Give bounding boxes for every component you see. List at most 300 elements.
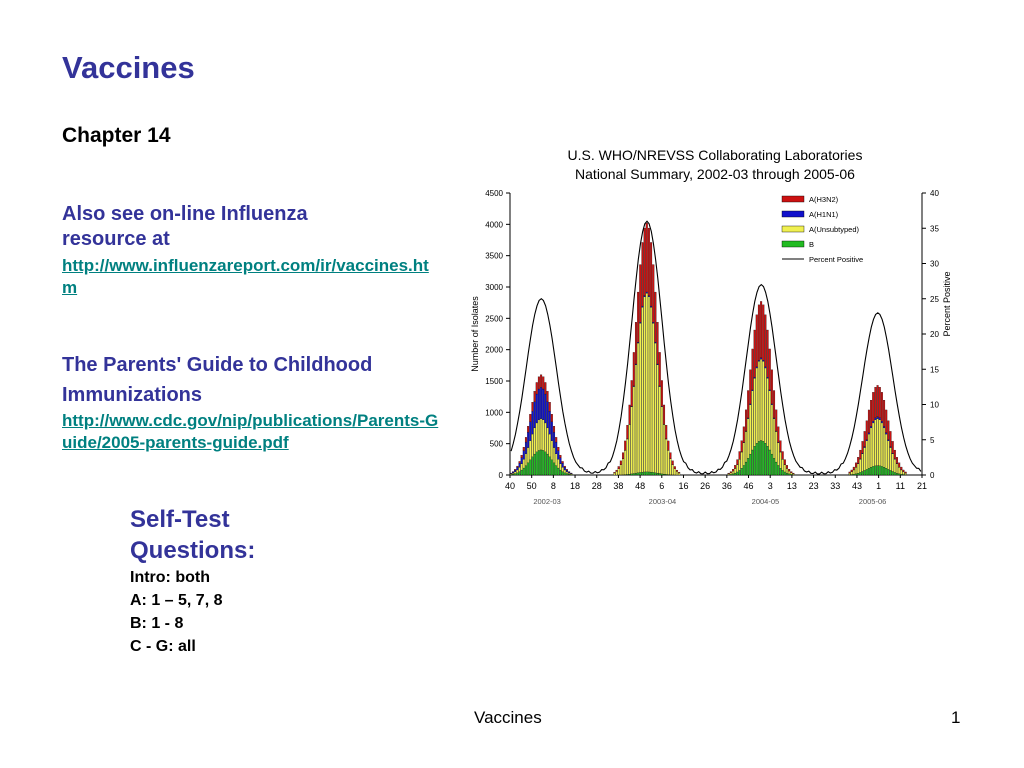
- bar-segment: [734, 468, 736, 473]
- bar-segment: [903, 470, 905, 472]
- bar-segment: [661, 407, 663, 474]
- bar-segment: [674, 466, 676, 468]
- bar-segment: [883, 426, 885, 428]
- bar-segment: [657, 365, 659, 473]
- bar-segment: [626, 439, 628, 474]
- bar-segment: [851, 470, 853, 472]
- bar-segment: [752, 349, 754, 390]
- bar-segment: [875, 418, 877, 420]
- bar-segment: [521, 455, 523, 457]
- bar-segment: [534, 402, 536, 428]
- bar-segment: [547, 428, 549, 454]
- bar-segment: [872, 421, 874, 423]
- legend-label: A(Unsubtyped): [809, 225, 860, 234]
- bar-segment: [756, 443, 758, 475]
- y-tick-label: 2000: [485, 345, 503, 355]
- bar-segment: [887, 421, 889, 440]
- bar-segment: [762, 361, 764, 441]
- bar-segment: [534, 454, 536, 475]
- bar-segment: [616, 470, 618, 471]
- bar-segment: [903, 472, 905, 475]
- x-tick-label: 36: [721, 481, 732, 491]
- bar-segment: [872, 392, 874, 421]
- bar-segment: [900, 470, 902, 474]
- bar-segment: [881, 423, 883, 466]
- bar-segment: [547, 391, 549, 401]
- bar-segment: [551, 460, 553, 475]
- self-test-line: Intro: both: [130, 569, 210, 586]
- bar-segment: [568, 473, 570, 474]
- bar-segment: [523, 447, 525, 450]
- bar-segment: [633, 387, 635, 474]
- bar-segment: [631, 407, 633, 474]
- bar-segment: [519, 467, 521, 471]
- bar-segment: [767, 377, 769, 378]
- chart-title: U.S. WHO/NREVSS Collaborating Laboratories: [567, 147, 863, 163]
- bar-segment: [730, 472, 732, 473]
- bar-segment: [793, 474, 795, 475]
- bar-segment: [866, 441, 868, 470]
- bar-segment: [536, 394, 538, 423]
- bar-segment: [885, 434, 887, 468]
- bar-segment: [665, 439, 667, 474]
- bar-segment: [678, 473, 680, 475]
- bar-segment: [754, 377, 756, 378]
- bar-segment: [635, 473, 637, 475]
- bar-segment: [529, 422, 531, 441]
- y2-tick-label: 5: [930, 435, 935, 445]
- bar-segment: [732, 474, 734, 475]
- bar-segment: [532, 411, 534, 434]
- bar-segment: [545, 423, 547, 452]
- bar-segment: [650, 242, 652, 306]
- bar-segment: [898, 474, 900, 475]
- bar-segment: [864, 470, 866, 475]
- bar-segment: [866, 440, 868, 441]
- bar-segment: [760, 301, 762, 357]
- y-tick-label: 500: [489, 439, 503, 449]
- bar-segment: [555, 466, 557, 475]
- parents-guide-heading: The Parents' Guide to Childhood Immunizations: [62, 354, 373, 406]
- y2-tick-label: 10: [930, 400, 939, 410]
- bar-segment: [555, 454, 557, 466]
- bar-segment: [538, 450, 540, 475]
- bar-segment: [525, 454, 527, 466]
- bar-segment: [879, 387, 881, 418]
- bar-segment: [618, 466, 620, 468]
- y2-tick-label: 30: [930, 259, 939, 269]
- bar-segment: [887, 441, 889, 470]
- bar-segment: [864, 448, 866, 471]
- bar-segment: [762, 305, 764, 360]
- bar-segment: [553, 448, 555, 463]
- bar-segment: [614, 472, 616, 473]
- bar-segment: [739, 452, 741, 460]
- bar-segment: [879, 420, 881, 466]
- bar-segment: [555, 437, 557, 442]
- bar-segment: [568, 474, 570, 475]
- bar-segment: [862, 471, 864, 475]
- bar-segment: [754, 330, 756, 377]
- bar-segment: [887, 440, 889, 441]
- bar-segment: [745, 462, 747, 475]
- bar-segment: [877, 466, 879, 475]
- bar-segment: [752, 390, 754, 391]
- bar-segment: [655, 292, 657, 342]
- bar-segment: [527, 426, 529, 432]
- bar-segment: [622, 453, 624, 459]
- bar-segment: [514, 469, 516, 470]
- bar-segment: [659, 387, 661, 474]
- bar-segment: [758, 360, 760, 361]
- bar-segment: [868, 434, 870, 468]
- bar-segment: [877, 419, 879, 466]
- bar-segment: [523, 468, 525, 475]
- bar-segment: [892, 471, 894, 475]
- bar-segment: [747, 391, 749, 418]
- bar-segment: [862, 441, 864, 453]
- x-tick-label: 3: [767, 481, 773, 491]
- bar-segment: [663, 405, 665, 424]
- bar-segment: [512, 474, 514, 475]
- x-tick-label: 38: [613, 481, 624, 491]
- legend-swatch: [782, 211, 804, 217]
- bar-segment: [885, 410, 887, 433]
- bar-segment: [868, 410, 870, 433]
- season-label: 2002-03: [533, 497, 561, 506]
- bar-segment: [564, 470, 566, 473]
- bar-segment: [777, 443, 779, 466]
- bar-segment: [859, 459, 861, 472]
- bar-segment: [633, 352, 635, 386]
- bar-segment: [765, 367, 767, 368]
- bar-segment: [892, 441, 894, 453]
- bar-segment: [760, 441, 762, 475]
- legend-label: Percent Positive: [809, 255, 864, 264]
- bar-segment: [734, 465, 736, 468]
- bar-segment: [667, 441, 669, 450]
- bar-segment: [560, 455, 562, 457]
- bar-segment: [890, 447, 892, 448]
- self-test-heading: Self-Test Questions:: [130, 506, 256, 564]
- bar-segment: [775, 410, 777, 431]
- bar-segment: [739, 459, 741, 470]
- bar-segment: [674, 469, 676, 475]
- bar-segment: [663, 474, 665, 475]
- parents-guide-link[interactable]: http://www.cdc.gov/nip/publications/Parents-Guide/2005-parents-guide.pdf: [62, 411, 439, 452]
- bar-segment: [549, 434, 551, 457]
- bar-segment: [765, 315, 767, 367]
- x-tick-label: 48: [635, 481, 646, 491]
- bar-segment: [551, 441, 553, 460]
- y2-tick-label: 15: [930, 365, 939, 375]
- bar-segment: [849, 472, 851, 473]
- bar-segment: [514, 472, 516, 474]
- bar-segment: [614, 473, 616, 475]
- bar-segment: [562, 472, 564, 475]
- bar-segment: [549, 457, 551, 475]
- season-label: 2005-06: [858, 497, 887, 506]
- bar-segment: [648, 296, 650, 297]
- bar-segment: [629, 424, 631, 474]
- bar-segment: [525, 442, 527, 454]
- bar-segment: [890, 470, 892, 475]
- bar-segment: [516, 466, 518, 467]
- bar-segment: [521, 464, 523, 470]
- bar-segment: [639, 265, 641, 323]
- bar-segment: [562, 467, 564, 471]
- bar-segment: [562, 461, 564, 463]
- bar-segment: [650, 307, 652, 472]
- bar-segment: [655, 343, 657, 473]
- footer-title: Vaccines: [474, 708, 542, 727]
- bar-segment: [644, 228, 646, 296]
- x-tick-label: 43: [851, 481, 862, 491]
- bar-segment: [514, 474, 516, 475]
- bar-segment: [782, 459, 784, 470]
- bar-segment: [676, 470, 678, 471]
- bar-segment: [540, 387, 542, 418]
- x-tick-label: 13: [786, 481, 797, 491]
- x-tick-label: 21: [916, 481, 928, 491]
- bar-segment: [538, 377, 540, 389]
- bar-segment: [616, 471, 618, 475]
- bar-segment: [780, 452, 782, 468]
- bar-segment: [728, 474, 730, 475]
- bar-segment: [752, 391, 754, 450]
- bar-segment: [754, 446, 756, 475]
- bar-segment: [765, 443, 767, 475]
- bar-segment: [661, 474, 663, 475]
- bar-segment: [549, 411, 551, 434]
- bar-segment: [516, 470, 518, 473]
- slide-number: 1: [951, 708, 961, 727]
- bar-segment: [769, 391, 771, 450]
- bar-segment: [646, 472, 648, 475]
- bar-segment: [519, 472, 521, 475]
- x-tick-label: 8: [550, 481, 556, 491]
- bar-segment: [793, 473, 795, 474]
- bar-segment: [564, 473, 566, 475]
- bar-segment: [760, 358, 762, 359]
- bar-segment: [775, 462, 777, 475]
- bar-segment: [872, 423, 874, 466]
- x-tick-label: 16: [678, 481, 689, 491]
- y-tick-label: 2500: [485, 314, 503, 324]
- bar-segment: [868, 433, 870, 434]
- legend-label: B: [809, 240, 815, 249]
- bar-segment: [540, 450, 542, 475]
- bar-segment: [646, 293, 648, 472]
- bar-segment: [637, 342, 639, 343]
- bar-segment: [652, 322, 654, 323]
- legend-swatch: [782, 241, 804, 247]
- bar-segment: [545, 382, 547, 394]
- bar-segment: [894, 459, 896, 472]
- bar-segment: [777, 465, 779, 475]
- bar-segment: [655, 342, 657, 343]
- bar-segment: [557, 447, 559, 450]
- bar-segment: [905, 473, 907, 475]
- bar-segment: [536, 452, 538, 475]
- bar-segment: [650, 306, 652, 307]
- bar-segment: [872, 466, 874, 475]
- bar-segment: [637, 343, 639, 473]
- bar-segment: [529, 441, 531, 460]
- bar-segment: [527, 448, 529, 463]
- bar-segment: [743, 443, 745, 466]
- bar-segment: [771, 454, 773, 475]
- bar-segment: [736, 472, 738, 475]
- bar-segment: [898, 467, 900, 473]
- bar-segment: [898, 463, 900, 467]
- bar-segment: [883, 400, 885, 426]
- legend-swatch: [782, 226, 804, 232]
- bar-segment: [639, 472, 641, 475]
- legend-label: A(H1N1): [809, 210, 839, 219]
- bar-segment: [853, 467, 855, 470]
- bar-segment: [672, 461, 674, 465]
- bar-segment: [788, 474, 790, 475]
- bar-segment: [851, 472, 853, 475]
- y-tick-label: 1500: [485, 377, 503, 386]
- bar-segment: [769, 349, 771, 390]
- bar-segment: [747, 419, 749, 459]
- bar-segment: [883, 428, 885, 467]
- bar-segment: [629, 405, 631, 424]
- bar-segment: [538, 420, 540, 451]
- influenza-resource-link[interactable]: http://www.influenzareport.com/ir/vaccines.htm: [62, 256, 429, 297]
- bar-segment: [773, 458, 775, 475]
- bar-segment: [775, 431, 777, 462]
- y-tick-label: 4500: [485, 189, 503, 198]
- y2-tick-label: 0: [930, 471, 935, 480]
- bar-segment: [521, 458, 523, 464]
- bar-segment: [784, 472, 786, 475]
- bar-segment: [542, 450, 544, 475]
- bar-segment: [771, 405, 773, 454]
- bar-segment: [650, 472, 652, 475]
- bar-segment: [752, 450, 754, 475]
- bar-segment: [896, 473, 898, 475]
- bar-segment: [670, 453, 672, 459]
- bar-segment: [786, 465, 788, 468]
- bar-segment: [859, 450, 861, 459]
- season-label: 2004-05: [751, 497, 780, 506]
- bar-segment: [545, 452, 547, 475]
- y-tick-label: 1000: [485, 408, 503, 418]
- chapter-heading: Chapter 14: [62, 124, 171, 147]
- bar-segment: [877, 385, 879, 416]
- bar-segment: [881, 392, 883, 421]
- bar-segment: [788, 469, 790, 471]
- bar-segment: [652, 323, 654, 472]
- bar-segment: [642, 307, 644, 472]
- bar-segment: [758, 361, 760, 441]
- bar-segment: [633, 473, 635, 475]
- bar-segment: [879, 466, 881, 475]
- x-tick-label: 46: [743, 481, 754, 491]
- bar-segment: [790, 473, 792, 475]
- bar-segment: [560, 458, 562, 464]
- bar-segment: [652, 265, 654, 323]
- y-tick-label: 0: [498, 471, 503, 480]
- bar-segment: [553, 432, 555, 447]
- bar-segment: [745, 410, 747, 431]
- bar-segment: [534, 428, 536, 454]
- bar-segment: [767, 446, 769, 475]
- bar-segment: [900, 474, 902, 475]
- bar-segment: [642, 472, 644, 475]
- bar-segment: [566, 474, 568, 475]
- bar-segment: [551, 422, 553, 441]
- bar-segment: [790, 472, 792, 473]
- bar-segment: [857, 457, 859, 463]
- bar-segment: [894, 472, 896, 475]
- self-test-line: A: 1 – 5, 7, 8: [130, 592, 223, 609]
- bar-segment: [540, 375, 542, 388]
- chart-subtitle: National Summary, 2002-03 through 2005-06: [575, 166, 855, 182]
- bar-segment: [560, 464, 562, 470]
- bar-segment: [629, 474, 631, 475]
- y-axis-label: Number of Isolates: [470, 296, 480, 372]
- bar-segment: [661, 380, 663, 406]
- bar-segment: [665, 425, 667, 439]
- bar-segment: [870, 426, 872, 428]
- bar-segment: [788, 471, 790, 474]
- bar-segment: [859, 472, 861, 475]
- self-test-line: B: 1 - 8: [130, 615, 184, 632]
- bar-segment: [644, 297, 646, 472]
- x-tick-label: 33: [830, 481, 841, 491]
- bar-segment: [564, 466, 566, 467]
- bar-segment: [892, 454, 894, 472]
- bar-segment: [659, 352, 661, 386]
- bar-segment: [741, 468, 743, 475]
- bar-segment: [566, 472, 568, 474]
- bar-segment: [767, 330, 769, 377]
- bar-segment: [773, 419, 775, 459]
- bar-segment: [887, 469, 889, 475]
- bar-segment: [765, 368, 767, 443]
- bar-segment: [529, 414, 531, 422]
- bar-segment: [786, 468, 788, 473]
- x-tick-label: 1: [876, 481, 882, 491]
- bar-segment: [881, 466, 883, 475]
- bar-segment: [626, 425, 628, 439]
- bar-segment: [857, 464, 859, 473]
- bar-segment: [762, 441, 764, 475]
- bar-segment: [516, 467, 518, 470]
- bar-segment: [870, 467, 872, 475]
- bar-segment: [728, 473, 730, 474]
- bar-segment: [853, 470, 855, 474]
- bar-segment: [862, 454, 864, 472]
- bar-segment: [754, 378, 756, 446]
- bar-segment: [519, 461, 521, 463]
- self-test-section: [130, 504, 290, 658]
- bar-segment: [730, 473, 732, 475]
- bar-segment: [868, 468, 870, 475]
- bar-segment: [780, 468, 782, 475]
- bar-segment: [771, 370, 773, 404]
- bar-segment: [866, 421, 868, 440]
- bar-segment: [676, 471, 678, 475]
- bar-segment: [760, 359, 762, 440]
- bar-segment: [551, 414, 553, 422]
- bar-segment: [784, 460, 786, 465]
- bar-segment: [538, 389, 540, 420]
